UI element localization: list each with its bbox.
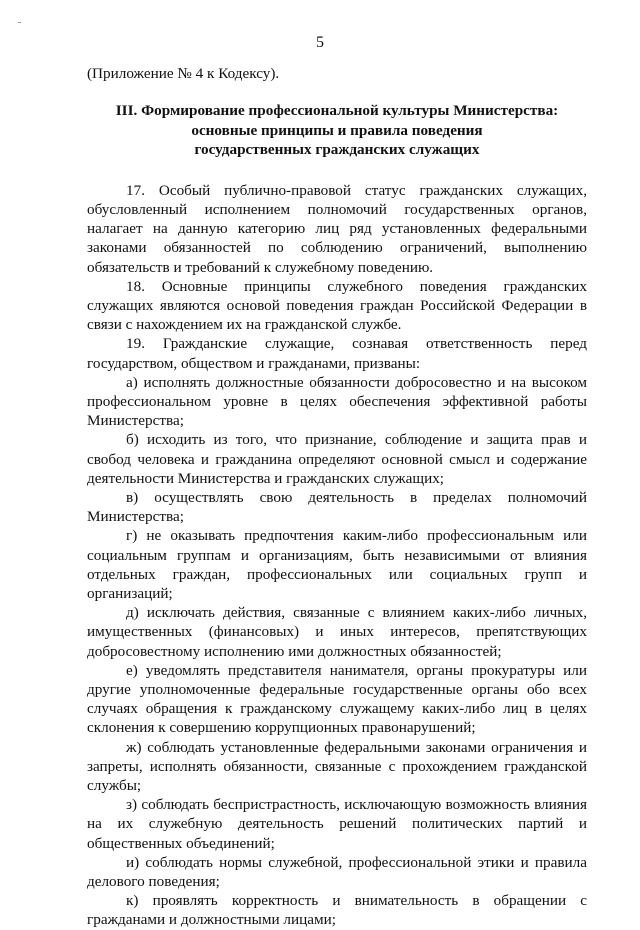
list-item-a: а) исполнять должностные обязанности добросовестно и на высоком профессиональном уровне в целях обеспечения эффективной работы Министерства; bbox=[87, 373, 587, 430]
list-item-i: и) соблюдать нормы служебной, профессиональной этики и правила делового поведения; bbox=[87, 853, 587, 891]
list-item-v: в) осуществлять свою деятельность в пределах полномочий Министерства; bbox=[87, 488, 587, 526]
paragraph-18: 18. Основные принципы служебного поведения гражданских служащих являются основой поведения граждан Российской Федерации в связи с нахождением их на гражданской службе. bbox=[87, 277, 587, 334]
section-heading-line: III. Формирование профессиональной культуры Министерства: bbox=[115, 102, 559, 120]
list-item-k: к) проявлять корректность и внимательность в обращении с гражданами и должностными лицами; bbox=[87, 892, 587, 929]
list-item-z: з) соблюдать беспристрастность, исключающую возможность влияния на их служебную деятельность решений политических партий и общественных объединений; bbox=[87, 796, 587, 852]
list-item-d: д) исключать действия, связанные с влиянием каких-либо личных, имущественных (финансовых) и иных интересов, препятствующих добросовестному исполнению ими должностных обязанностей; bbox=[87, 604, 587, 660]
section-heading-line: основные принципы и правила поведения bbox=[191, 121, 483, 139]
paragraph-17: 17. Особый публично-правовой статус гражданских служащих, обусловленный исполнением полномочий государственных органов, налагает на данную категорию лиц ряд установленных федеральными законами обязанностей по соблюдению ограничений, выполнению обязательств и требований к служебному поведению. bbox=[87, 181, 587, 276]
section-heading bbox=[87, 101, 587, 160]
document-body bbox=[87, 64, 587, 930]
list-item-g: г) не оказывать предпочтения каким-либо профессиональным или социальным группам и организациям, быть независимыми от влияния отдельных граждан, профессиональных или социальных групп и организаций; bbox=[87, 527, 587, 602]
list-item-zh: ж) соблюдать установленные федеральными законами ограничения и запреты, исполнять обязанности, связанные с прохождением гражданской службы; bbox=[87, 738, 587, 794]
list-item-e: е) уведомлять представителя нанимателя, органы прокуратуры или другие уполномоченные федеральные государственные органы обо всех случаях обращения к гражданскому служащему каких-либо лиц в целях склонения к совершению коррупционных правонарушений; bbox=[87, 661, 587, 737]
scan-artifact bbox=[18, 22, 21, 23]
section-heading-line: государственных гражданских служащих bbox=[194, 141, 480, 159]
appendix-note: (Приложение № 4 к Кодексу). bbox=[87, 65, 280, 82]
paragraph-19: 19. Гражданские служащие, сознавая ответственность перед государством, обществом и гражданами, призваны: bbox=[87, 335, 587, 372]
list-item-b: б) исходить из того, что признание, соблюдение и защита прав и свобод человека и гражданина определяют основной смысл и содержание деятельности Министерства и гражданских служащих; bbox=[87, 431, 587, 487]
page-number: 5 bbox=[316, 34, 324, 51]
